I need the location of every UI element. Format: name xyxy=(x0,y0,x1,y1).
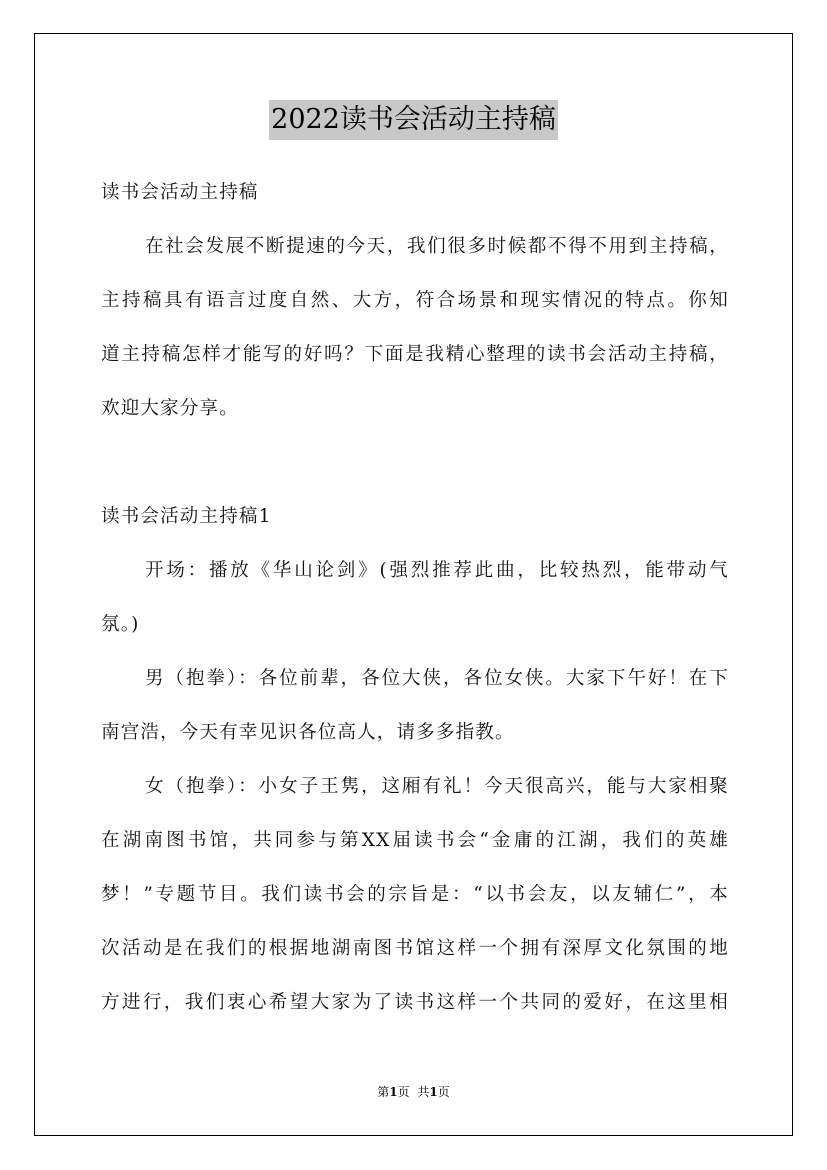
paragraph-line: 在湖南图书馆，共同参与第XX届读书会“金庸的江湖，我们的英雄 xyxy=(101,830,729,851)
paragraph-line: 主持稿具有语言过度自然、大方，符合场景和现实情况的特点。你知 xyxy=(101,290,729,311)
paragraph-line: 道主持稿怎样才能写的好吗？下面是我精心整理的读书会活动主持稿， xyxy=(101,344,729,365)
paragraph-line: 梦！”专题节目。我们读书会的宗旨是：“以书会友，以友辅仁”，本 xyxy=(101,884,729,905)
paragraph-gap xyxy=(101,440,729,494)
paragraph-line: 南宫浩，今天有幸见识各位高人，请多多指教。 xyxy=(101,722,515,743)
paragraph-line: 开场：播放《华山论剑》(强烈推荐此曲，比较热烈，能带动气 xyxy=(145,560,729,581)
page-number: 1 xyxy=(389,1085,398,1099)
document-title: 2022读书会活动主持稿 xyxy=(269,100,558,140)
paragraph-line: 氛。) xyxy=(101,614,140,635)
paragraph-line: 欢迎大家分享。 xyxy=(101,398,239,419)
paragraph-line: 方进行，我们衷心希望大家为了读书这样一个共同的爱好，在这里相 xyxy=(101,992,729,1013)
page-prefix: 第 xyxy=(377,1085,390,1099)
title-wrap xyxy=(0,100,827,140)
paragraph-line: 在社会发展不断提速的今天，我们很多时候都不得不用到主持稿， xyxy=(145,236,729,257)
section-heading: 读书会活动主持稿1 xyxy=(101,506,272,527)
total-prefix: 共 xyxy=(417,1085,430,1099)
section-heading: 读书会活动主持稿 xyxy=(101,182,259,203)
document-body xyxy=(101,170,729,1034)
page-footer xyxy=(0,1083,827,1100)
paragraph-line: 男（抱拳）：各位前辈，各位大侠，各位女侠。大家下午好！在下 xyxy=(145,668,729,689)
paragraph-line: 次活动是在我们的根据地湖南图书馆这样一个拥有深厚文化氛围的地 xyxy=(101,938,729,959)
total-unit: 页 xyxy=(437,1085,450,1099)
page-unit: 页 xyxy=(397,1085,410,1099)
paragraph-line: 女（抱拳）：小女子王隽，这厢有礼！今天很高兴，能与大家相聚 xyxy=(145,776,729,797)
total-pages: 1 xyxy=(429,1085,438,1099)
